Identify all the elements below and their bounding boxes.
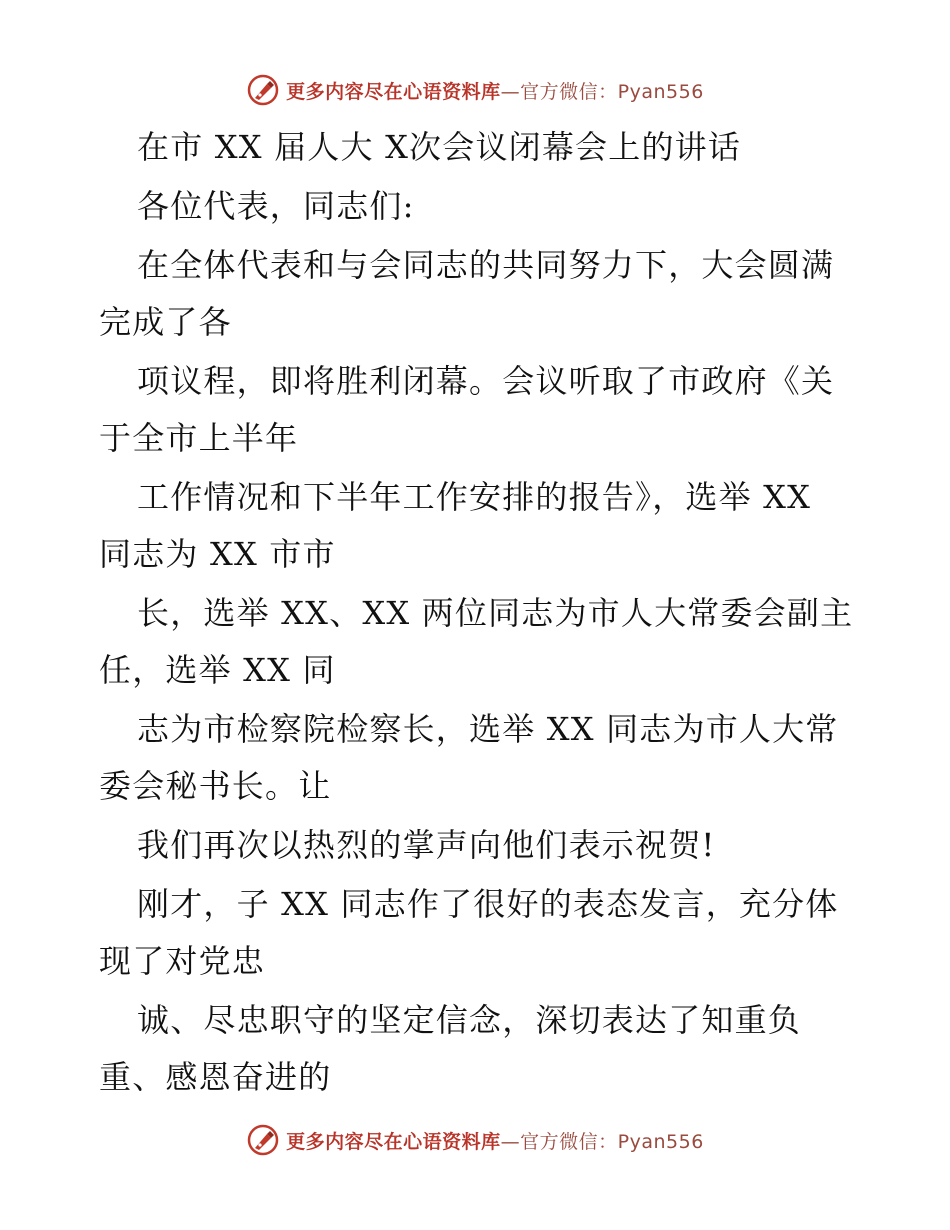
paragraph-line: 于全市上半年 — [99, 419, 299, 457]
pen-nib-logo-icon — [246, 1123, 280, 1157]
banner-text — [286, 1127, 704, 1154]
document-title: 在市 XX 届人大 X次会议闭幕会上的讲话 — [137, 128, 742, 166]
paragraph-line: 在全体代表和与会同志的共同努力下，大会圆满 — [137, 246, 835, 284]
paragraph-line: 重、感恩奋进的 — [99, 1058, 332, 1096]
paragraph-line: 委会秘书长。让 — [99, 767, 332, 805]
paragraph-line: 现了对党忠 — [99, 942, 266, 980]
banner-wechat-text: 官方微信：Pyan556 — [520, 80, 704, 103]
pen-nib-logo-icon — [246, 73, 280, 107]
footer-banner — [0, 1120, 950, 1160]
paragraph-line: 诚、尽忠职守的坚定信念，深切表达了知重负 — [137, 1001, 802, 1039]
paragraph-line: 任，选举 XX 同 — [99, 651, 336, 689]
paragraph-line: 项议程，即将胜利闭幕。会议听取了市政府《关 — [137, 362, 835, 400]
banner-wechat-text: 官方微信：Pyan556 — [520, 1130, 704, 1153]
paragraph-line: 长，选举 XX、XX 两位同志为市人大常委会副主 — [137, 594, 854, 632]
paragraph-line: 同志为 XX 市市 — [99, 535, 336, 573]
banner-dash: — — [500, 1130, 521, 1153]
salutation: 各位代表，同志们: — [137, 187, 415, 225]
banner-dash: — — [500, 80, 521, 103]
banner-text — [286, 77, 704, 104]
banner-main-text: 更多内容尽在心语资料库 — [286, 1130, 501, 1153]
paragraph-line: 我们再次以热烈的掌声向他们表示祝贺! — [137, 826, 716, 864]
paragraph-line: 刚才，子 XX 同志作了很好的表态发言，充分体 — [137, 885, 839, 923]
paragraph-line: 完成了各 — [99, 303, 232, 341]
paragraph-line: 工作情况和下半年工作安排的报告》，选举 XX — [137, 478, 812, 516]
banner-main-text: 更多内容尽在心语资料库 — [286, 80, 501, 103]
paragraph-line: 志为市检察院检察长，选举 XX 同志为市人大常 — [137, 710, 839, 748]
header-banner — [0, 70, 950, 110]
